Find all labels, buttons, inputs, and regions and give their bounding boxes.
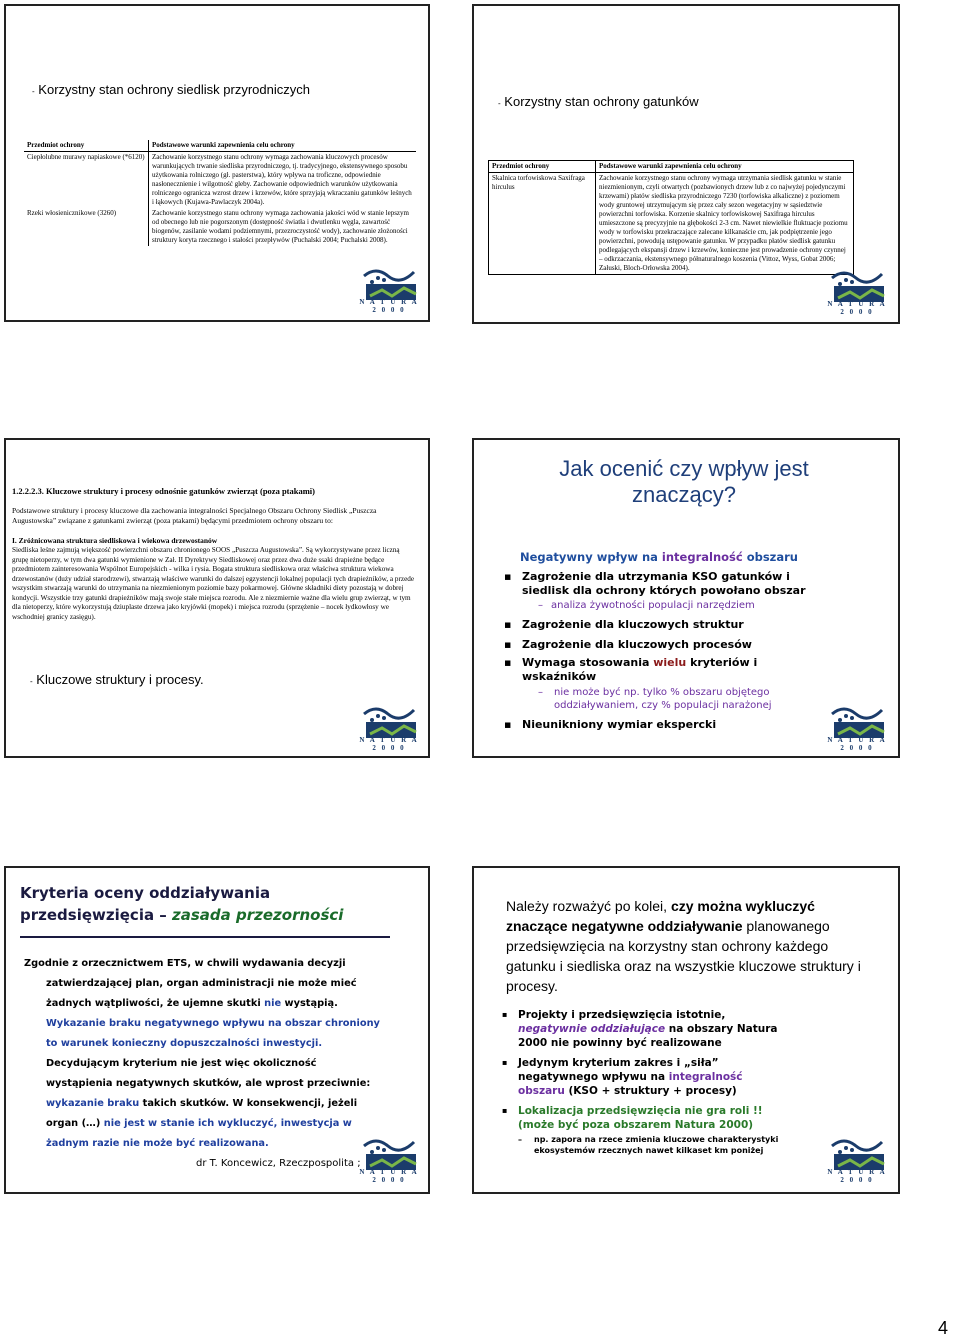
slide-title: - Kluczowe struktury i procesy. bbox=[30, 672, 204, 687]
natura-2000-logo: N A T U R A 2 0 0 0 bbox=[356, 266, 422, 314]
sub-list-item: – analiza żywotności populacji narzędziem bbox=[538, 600, 755, 611]
bullet-icon: ▪ bbox=[502, 1058, 508, 1067]
bullet-icon: ▪ bbox=[502, 1106, 508, 1115]
doc-heading: 1.2.2.2.3. Kluczowe struktury i procesy odnośnie gatunków zwierząt (poza ptakami) bbox=[12, 486, 315, 496]
bullet-icon: ▪ bbox=[504, 570, 512, 583]
slide-title: - Korzystny stan ochrony siedlisk przyrodniczych bbox=[32, 82, 310, 97]
natura-2000-logo: N A T U R A 2 0 0 0 bbox=[824, 704, 890, 752]
col-header-subject: Przedmiot ochrony bbox=[489, 161, 596, 173]
col-header-conditions: Podstawowe warunki zapewnienia celu ochrony bbox=[149, 140, 417, 152]
doc-intro: Podstawowe struktury i procesy kluczowe dla zachowania integralności Specjalnego Obszaru Ochrony Siedlisk „Puszcza Augustowska” związane z gatunkami zwierząt (poza ptakami) będącymi przedmiotem ochrony obszaru to: bbox=[12, 506, 377, 525]
slide-title: - Korzystny stan ochrony gatunków bbox=[498, 94, 699, 109]
slide-title: Kryteria oceny oddziaływania przedsięwzięcia – zasada przezorności bbox=[20, 884, 344, 924]
col-header-subject: Przedmiot ochrony bbox=[24, 140, 149, 152]
conservation-table bbox=[24, 140, 416, 246]
conservation-table bbox=[488, 160, 854, 275]
natura-2000-logo: N A T U R A 2 0 0 0 bbox=[356, 704, 422, 752]
doc-body: Siedliska leśne zajmują większość powierzchni obszaru chronionego SOOS „Puszcza Augustowska”. Są wykorzystywane przez liczną grupę nietoperzy, w tym dwa gatunki wymienione w Zał. II Dyrektywy Siedliskowej oraz przez dwa duże ssaki drapieżne będące przedmiotem zainteresowania Wspólnot Europejskich - wilka i rysia. Bogata struktura siedliskowa oraz właściwa struktura wiekowa drzewostanów (duży udział starodrzewi), stwarzają właściwe warunki do dalszej egzystencji lokalnej populacji tych drapieżników, a przede wszystkim stwarzają warunki do utrzymania na niezmienionym poziomie bazy pokarmowej. Główne składniki diety pozostają w dobrej kondycji. Wszystkie trzy gatunki drapieżników mają swoje stałe miejsca rozrodu. Ale z niezmiernie ważne dla wielu grup zwierząt, w tym dla nietoperzy, które wykorzystują dziuplaste drzewa jako kryjówki (mopek) i miejsca rozrodu (sprzężenie – nocek łydkowłosy we wschodniej granicy zasięgu). bbox=[12, 546, 415, 621]
table-cell-subject: Ciepłolubne murawy napiaskowe (*6120) bbox=[27, 153, 145, 161]
slide-key-structures bbox=[4, 438, 430, 758]
natura-2000-logo: N A T U R A 2 0 0 0 bbox=[356, 1136, 422, 1184]
slide-title: Jak ocenić czy wpływ jest znaczący? bbox=[559, 456, 809, 507]
bullet-icon: ▪ bbox=[504, 656, 512, 669]
slide-subtitle: Negatywny wpływ na integralność obszaru bbox=[520, 550, 798, 564]
natura-2000-logo: N A T U R A 2 0 0 0 bbox=[824, 1136, 890, 1184]
slide-habitat-conservation bbox=[4, 4, 430, 322]
page-number: 4 bbox=[938, 1318, 949, 1338]
title-divider bbox=[20, 936, 390, 938]
slide-precaution-principle bbox=[4, 866, 430, 1194]
table-cell-subject: Rzeki włosienicznikowe (3260) bbox=[27, 209, 117, 217]
bullet-icon: ▪ bbox=[504, 618, 512, 631]
table-cell-conditions: Zachowanie korzystnego stanu ochrony wymaga zachowania jakości wód w stanie lepszym od obecnego lub nie pogorszonym (dostępność światła i dwutlenku węgla, zawartość biogenów, zasilanie wodami podziemnymi, przezroczystość wody), zachowanie złożoności struktury koryta rzecznego i stałości przepływów (Puchalski 2004; Puchalski 2008). bbox=[149, 208, 417, 246]
natura-2000-logo: N A T U R A 2 0 0 0 bbox=[824, 268, 890, 316]
table-cell-conditions: Zachowanie korzystnego stanu ochrony wymaga utrzymania siedlisk gatunku w stanie niezmienionym, czyli otwartych (pozbawionych drzew lub z co najwyżej pojedynczymi krzewami) płatów siedliska przyrodniczego 7230 (torfowiska alkaliczne) z poziomem wody gruntowej utrzymującym się przez cały sezon wegetacyjny w sąsiedztwie powierzchni torfowiska. Korzenie skalnicy torfowiskowej Saxifraga hirculus umieszczone są precyzyjnie na głębokości 2-3 cm. Nawet niewielkie fluktuacje poziomu wody w torfowisku przekraczające zalecane kilkanaście cm, jak podpiętrzenie jego powierzchni, powodują ustępowanie gatunku. W przypadku płatów siedlisk gatunku podlegających ekspansji drzew i krzewów, konieczne jest prowadzenie ochrony czynnej – odkrzaczania, ekstensywnego półnaturalnego koszenia (Vittoz, Wyss, Gobat 2006; Załuski, Bloch-Orłowska 2004). bbox=[596, 173, 854, 275]
slide-body: Zgodnie z orzecznictwem ETS, w chwili wydawania decyzji zatwierdzającej plan, organ administracji nie może mieć żadnych wątpliwości, że ujemne skutki nie wystąpią. Wykazanie braku negatywnego wpływu na obszar chroniony to warunek konieczny dopuszczalności inwestycji. Decydującym kryterium nie jest więc okoliczność wystąpienia negatywnych skutków, ale wprost przeciwnie: wykazanie braku takich skutków. W konsekwencji, jeżeli organ (…) nie jest w stanie ich wykluczyć, inwestycja w żadnym razie nie może być realizowana. bbox=[24, 958, 380, 1149]
doc-subheading: I. Zróżnicowana struktura siedliskowa i wiekowa drzewostanów bbox=[12, 536, 218, 545]
bullet-icon: ▪ bbox=[504, 638, 512, 651]
slide-species-conservation bbox=[472, 4, 900, 324]
citation: dr T. Koncewicz, Rzeczpospolita ; bbox=[196, 1158, 361, 1169]
bullet-icon: ▪ bbox=[502, 1010, 508, 1019]
table-cell-subject: Skalnica torfowiskowa Saxifraga hirculus bbox=[492, 174, 585, 191]
col-header-conditions: Podstawowe warunki zapewnienia celu ochrony bbox=[596, 161, 854, 173]
slide-impact-assessment: Jak ocenić czy wpływ jest znaczący? Negatywny wpływ na integralność obszaru ▪ Zagrożenie dla utrzymania KSO gatunków i siedlisk dla ochrony których powołano obszar – analiza żywotności populacji narzędziem ▪ Zagrożenie dla kluczowych struktur ▪ Zagrożenie dla kluczowych procesów ▪ Wymaga stosowania wielu kryteriów i wskaźników – nie może być np. tylko % obszaru objętego oddziaływaniem, czy % populacji narażonej ▪ Nieunikniony wymiar ekspercki N A T U R A 2 0 0 0 bbox=[472, 438, 900, 758]
bullet-icon: ▪ bbox=[504, 718, 512, 731]
slide-intro: Należy rozważyć po kolei, czy można wykluczyć znaczące negatywne oddziaływanie planowanego przedsięwzięcia na korzystny stan ochrony każdego gatunku i siedliska oraz na wszystkie kluczowe struktury i procesy. bbox=[506, 898, 861, 994]
slide-exclusion-assessment: Należy rozważyć po kolei, czy można wykluczyć znaczące negatywne oddziaływanie planowanego przedsięwzięcia na korzystny stan ochrony każdego gatunku i siedliska oraz na wszystkie kluczowe struktury i procesy. ▪ Projekty i przedsięwzięcia istotnie, negatywnie oddziałujące na obszary Natura 2000 nie powinny być realizowane ▪ Jedynym kryterium zakres i „siła” negatywnego wpływu na integralność obszaru (KSO + struktury + procesy) ▪ Lokalizacja przedsięwzięcia nie gra roli !! (może być poza obszarem Natura 2000) – np. zapora na rzece zmienia kluczowe charakterystyki ekosystemów rzecznych nawet kilkaset km poniżej N A T U R A 2 0 0 0 bbox=[472, 866, 900, 1194]
table-cell-conditions: Zachowanie korzystnego stanu ochrony wymaga zachowania kluczowych procesów warunkujących trwanie siedliska przyrodniczego, tj. tradycyjnego, ekstensywnego sposobu użytkowania rolniczego (gł. pasterstwa), który wpływa na troficzne, odpowiednie nasłonecznienie i wilgotność gleby. Zachowanie odpowiednich warunków użytkowania rolniczego ogranicza wzrost drzew i krzewów, które sprzyjają wkraczaniu gatunków leśnych i łąkowych (Kujawa-Pawlaczyk 2004a). bbox=[149, 152, 417, 209]
